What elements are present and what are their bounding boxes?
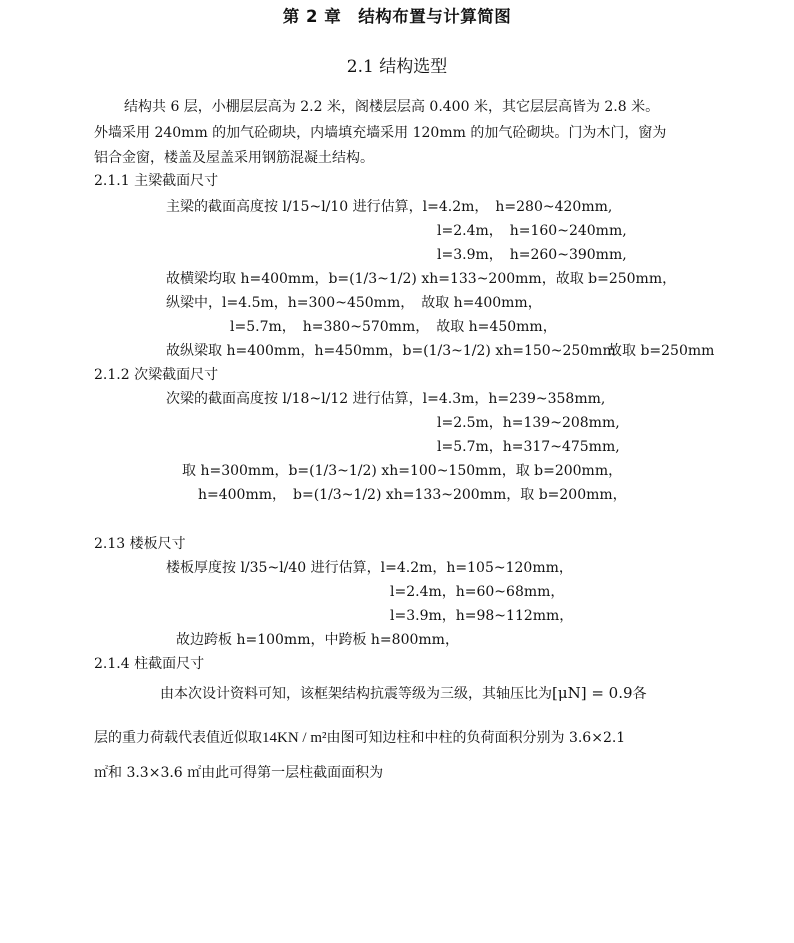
text-line: l=3.9m，h=98~112mm，: [390, 608, 574, 624]
text-line: 纵梁中，l=4.5m，h=300~450mm， 故取 h=400mm，: [166, 295, 542, 311]
text-segment: 由图可知边柱和中柱的负荷面积分别为 3.6×2.1: [326, 730, 626, 746]
text-line: l=5.7m，h=317~475mm,: [437, 439, 620, 455]
text-line: l=2.5m，h=139~208mm,: [437, 415, 620, 431]
text-line: 次梁的截面高度按 l/18~l/12 进行估算，l=4.3m，h=239~358mm,: [166, 391, 606, 407]
subsection-heading: 2.1.1 主梁截面尺寸: [94, 173, 219, 189]
intro-line-2: 外墙采用 240mm 的加气砼砌块，内墙填充墙采用 120mm 的加气砼砌块。门为木门，窗为: [94, 125, 667, 141]
text-segment: 各: [632, 686, 647, 702]
load-formula: 14KN / m²: [262, 730, 327, 746]
text-line: h=400mm， b=(1/3~1/2) xh=133~200mm，取 b=200mm，: [198, 487, 627, 503]
text-segment: 由本次设计资料可知，该框架结构抗震等级为三级，其轴压比为: [160, 686, 552, 702]
intro-line-3: 铝合金窗，楼盖及屋盖采用钢筋混凝土结构。: [94, 150, 374, 166]
text-line: 故取 b=250mm: [608, 343, 715, 359]
subsection-heading: 2.13 楼板尺寸: [94, 536, 186, 552]
text-line: 故横梁均取 h=400mm，b=(1/3~1/2) xh=133~200mm，故取 b=250mm，: [166, 271, 677, 287]
text-line: 故纵梁取 h=400mm，h=450mm，b=(1/3~1/2) xh=150~250mm: [166, 343, 616, 359]
axial-compression-ratio-formula: [μN] = 0.9: [552, 684, 633, 702]
text-line: l=2.4m， h=160~240mm,: [437, 223, 627, 239]
text-segment: 层的重力荷载代表值近似取: [94, 730, 262, 746]
text-line: l=2.4m，h=60~68mm，: [390, 584, 565, 600]
text-line: [160, 684, 647, 703]
intro-line-1: 结构共 6 层，小棚层层高为 2.2 米，阁楼层层高 0.400 米，其它层层高皆为 2.8 米。: [124, 99, 660, 115]
subsection-heading: 2.1.4 柱截面尺寸: [94, 656, 205, 672]
chapter-title: 第 2 章 结构布置与计算简图: [282, 7, 512, 26]
text-line: l=3.9m， h=260~390mm,: [437, 247, 627, 263]
text-line: 取 h=300mm，b=(1/3~1/2) xh=100~150mm，取 b=200mm，: [182, 463, 623, 479]
text-line: l=5.7m， h=380~570mm， 故取 h=450mm，: [230, 319, 557, 335]
subsection-heading: 2.1.2 次梁截面尺寸: [94, 367, 219, 383]
text-line: ㎡和 3.3×3.6 ㎡由此可得第一层柱截面面积为: [94, 765, 384, 781]
text-line: 主梁的截面高度按 l/15~l/10 进行估算，l=4.2m， h=280~420mm,: [166, 199, 613, 215]
text-line: [94, 729, 625, 747]
section-title: 2.1 结构选型: [346, 57, 448, 77]
text-line: 楼板厚度按 l/35~l/40 进行估算，l=4.2m，h=105~120mm，: [166, 560, 573, 576]
text-line: 故边跨板 h=100mm，中跨板 h=800mm，: [176, 632, 459, 648]
